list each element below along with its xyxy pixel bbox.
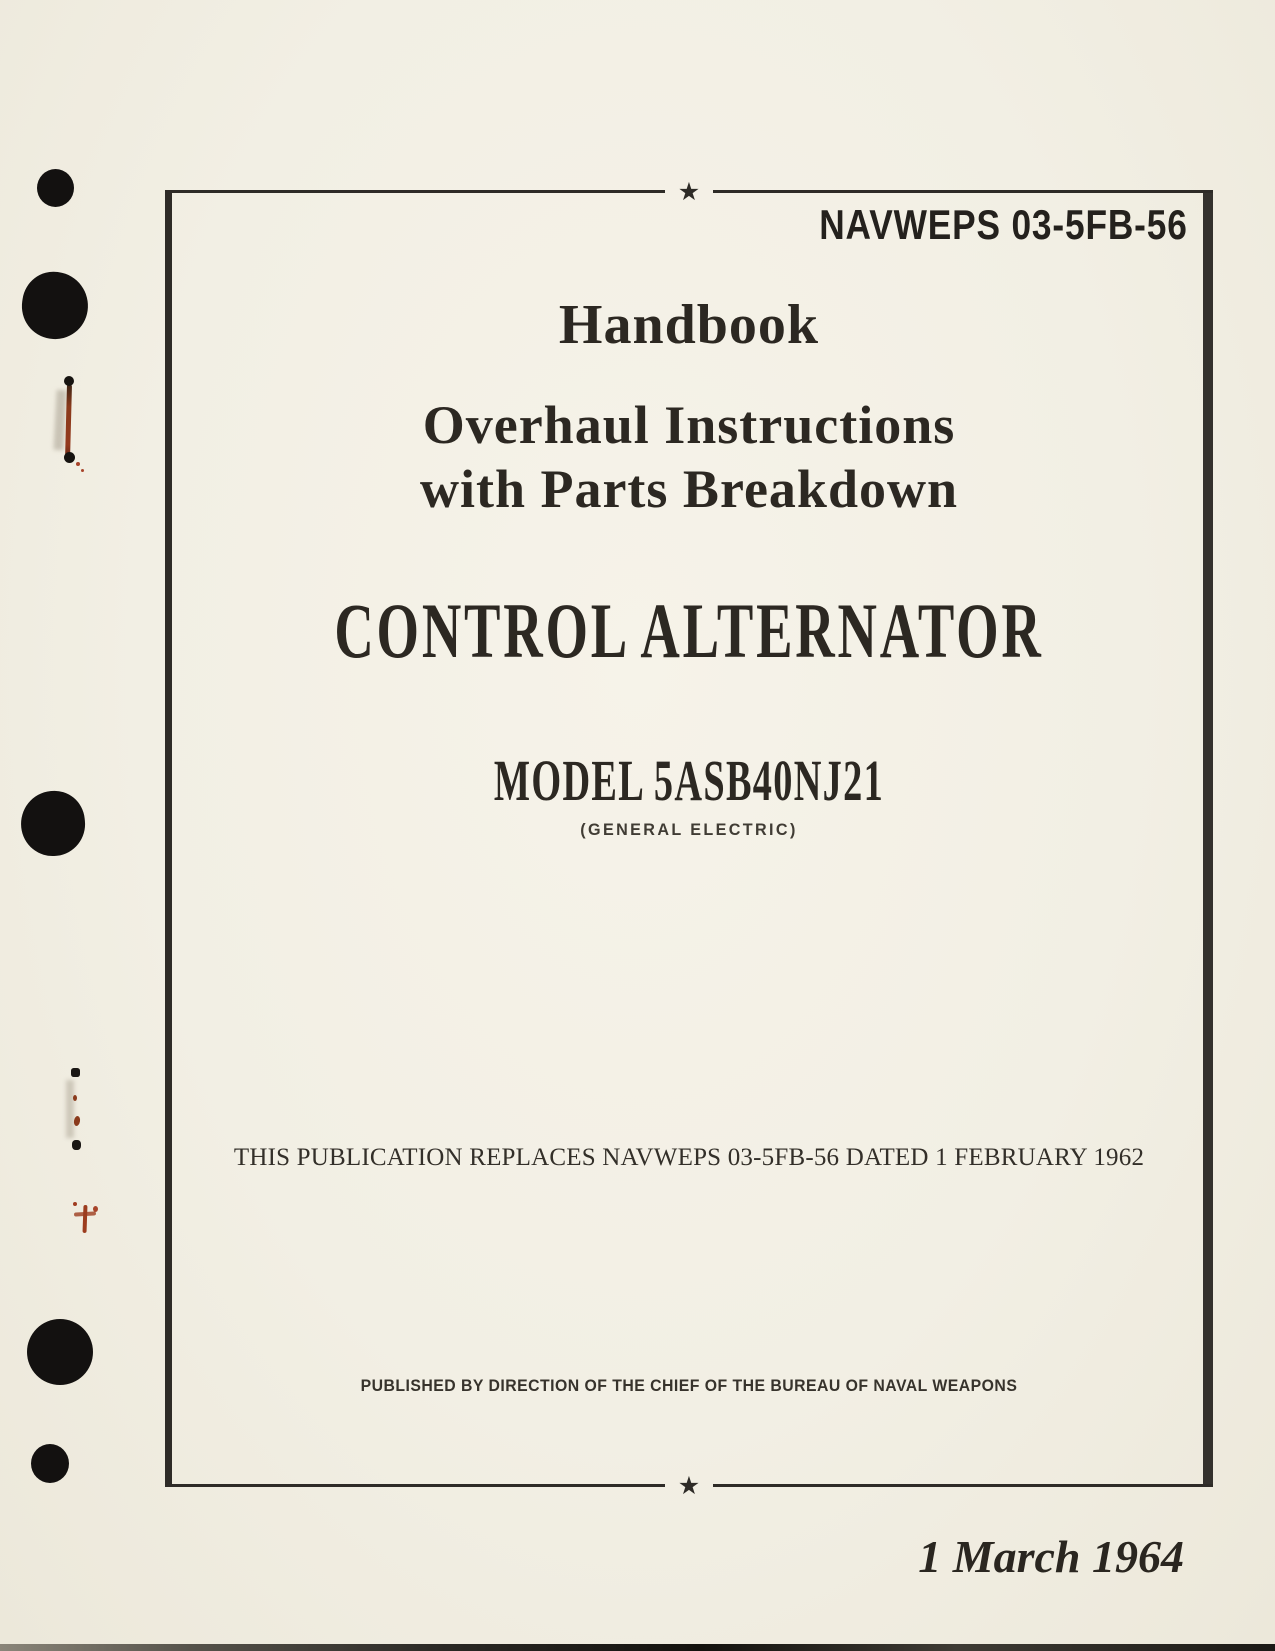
punch-hole [27, 1319, 93, 1385]
ink-smudge [73, 1202, 77, 1206]
publisher-line: PUBLISHED BY DIRECTION OF THE CHIEF OF THE BUREAU OF NAVAL WEAPONS [360, 1376, 1018, 1395]
ink-smudge [72, 1140, 81, 1150]
ink-smudge [93, 1206, 98, 1212]
ink-smudge [71, 1068, 80, 1077]
ink-smudge [65, 384, 72, 460]
ink-smudge [73, 1095, 77, 1101]
page-edge-shadow [0, 1644, 1275, 1651]
ink-smudge [73, 1116, 81, 1127]
ink-smudge [76, 462, 80, 466]
ink-smudge [64, 376, 74, 386]
rule-segment [165, 1484, 665, 1487]
top-rule: ★ [165, 190, 1213, 193]
ink-smudge [64, 452, 75, 463]
bottom-rule: ★ [165, 1484, 1213, 1487]
issue-date: 1 March 1964 [918, 1531, 1184, 1582]
punch-hole [37, 169, 74, 207]
handbook-title: Handbook [558, 294, 820, 356]
punch-hole [18, 788, 88, 859]
manufacturer: (GENERAL ELECTRIC) [580, 820, 798, 839]
subtitle-line-1: Overhaul Instructions [422, 395, 956, 455]
replacement-notice: THIS PUBLICATION REPLACES NAVWEPS 03-5FB-56 DATED 1 FEBRUARY 1962 [233, 1144, 1145, 1171]
ink-smudge [83, 1205, 88, 1233]
model-number: MODEL 5ASB40NJ21 [493, 748, 885, 813]
ink-smudge [66, 1080, 74, 1138]
rule-segment [165, 190, 665, 193]
punch-hole [31, 1444, 69, 1483]
punch-hole [18, 268, 93, 344]
main-title: CONTROL ALTERNATOR [334, 587, 1044, 674]
subtitle-line-2: with Parts Breakdown [419, 459, 959, 519]
ink-smudge [74, 1211, 96, 1216]
rule-segment [713, 190, 1213, 193]
doc-number: NAVWEPS 03-5FB-56 [819, 201, 1188, 248]
rule-segment [713, 1484, 1213, 1487]
ink-smudge [81, 469, 84, 472]
